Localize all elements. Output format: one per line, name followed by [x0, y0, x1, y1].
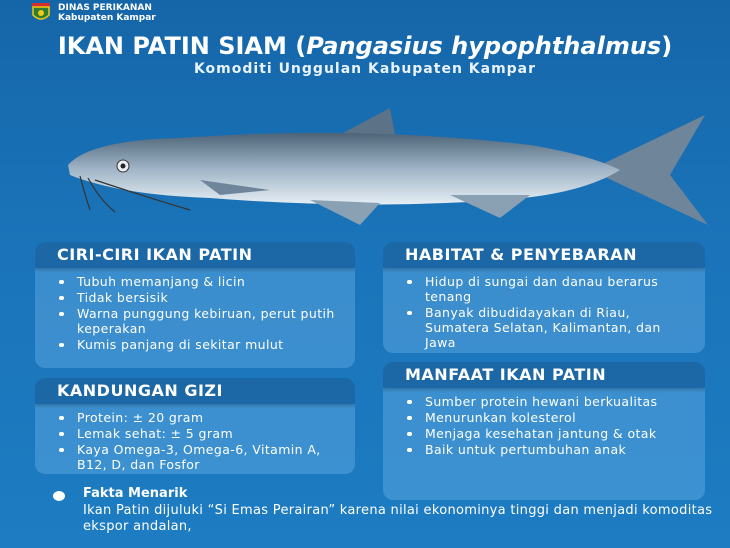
list-item: Sumber protein hewani berkualitas [401, 394, 695, 409]
header-brand [30, 3, 156, 23]
fact-title: Fakta Menarik [83, 486, 188, 501]
list-item: Tubuh memanjang & licin [53, 274, 345, 289]
panel-title: KANDUNGAN GIZI [35, 378, 355, 404]
bullet-icon [53, 491, 65, 501]
fact-text: Ikan Patin dijuluki “Si Emas Perairan” karena nilai ekonominya tinggi dan menjadi komoditas ekspor andalan, [83, 503, 713, 534]
list-item: Warna punggung kebiruan, perut putih keperakan [53, 306, 345, 336]
list-item: Kumis panjang di sekitar mulut [53, 337, 345, 352]
list-item: Lemak sehat: ± 5 gram [53, 426, 345, 441]
panel-ciri [35, 242, 355, 368]
list-item: Hidup di sungai dan danau berarus tenang [401, 274, 695, 304]
panel-manfaat [383, 362, 705, 500]
list-item: Protein: ± 20 gram [53, 410, 345, 425]
list-item: Banyak dibudidayakan di Riau, Sumatera Selatan, Kalimantan, dan Jawa [401, 305, 695, 350]
list-item: Baik untuk pertumbuhan anak [401, 442, 695, 457]
org-region: Kabupaten Kampar [58, 13, 156, 23]
panel-title: HABITAT & PENYEBARAN [383, 242, 705, 268]
list-item: Menurunkan kolesterol [401, 410, 695, 425]
latin-name: Pangasius hypophthalmus [306, 32, 662, 60]
panel-habitat [383, 242, 705, 353]
panel-gizi [35, 378, 355, 474]
list-item: Kaya Omega-3, Omega-6, Vitamin A, B12, D, dan Fosfor [53, 442, 345, 472]
kampar-logo-icon [30, 3, 52, 23]
page-subtitle: Komoditi Unggulan Kabupaten Kampar [193, 61, 537, 77]
patin-fish-illustration [60, 100, 710, 235]
panel-title: CIRI-CIRI IKAN PATIN [35, 242, 355, 268]
panel-title: MANFAAT IKAN PATIN [383, 362, 705, 388]
org-name: DINAS PERIKANAN [58, 3, 152, 13]
list-item: Tidak bersisik [53, 290, 345, 305]
list-item: Menjaga kesehatan jantung & otak [401, 426, 695, 441]
page-title: IKAN PATIN SIAM (Pangasius hypophthalmus) [57, 32, 673, 60]
